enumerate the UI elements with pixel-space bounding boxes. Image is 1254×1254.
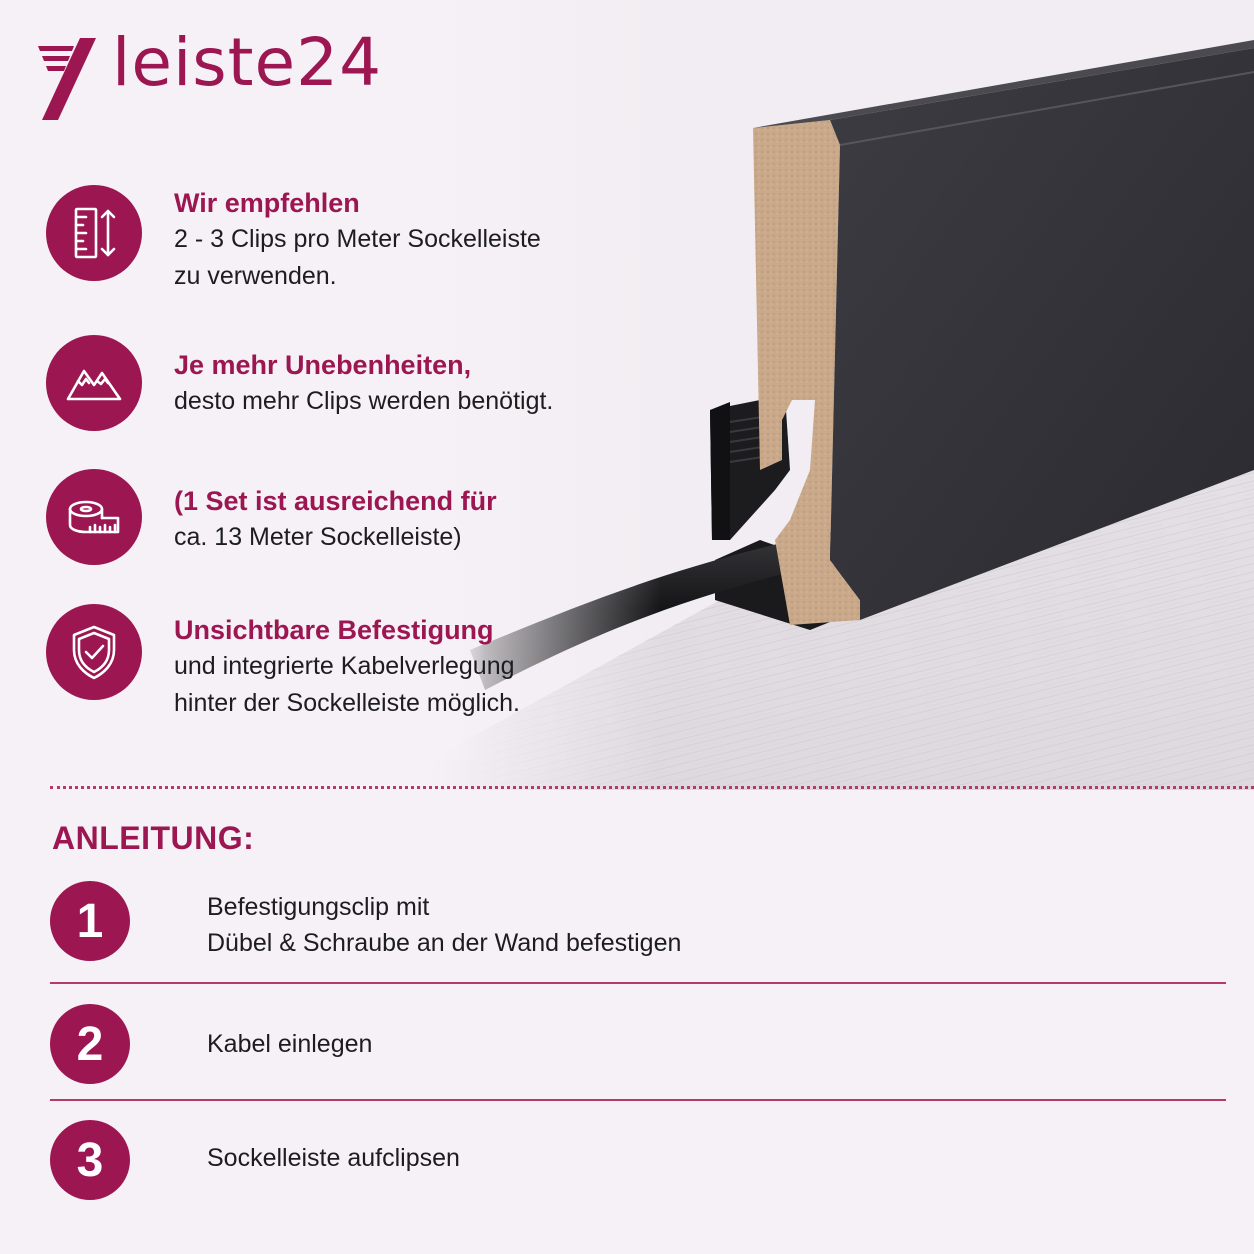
step-text: Kabel einlegen <box>207 1030 373 1058</box>
step-number-badge: 1 <box>50 881 130 961</box>
shield-check-icon <box>46 604 142 700</box>
feature-line: 2 - 3 Clips pro Meter Sockelleiste <box>174 225 541 253</box>
step-separator <box>50 1099 1226 1101</box>
step-text: Sockelleiste aufclipsen <box>207 1144 460 1172</box>
leiste24-slash-logo-icon <box>36 38 102 120</box>
instructions-heading: ANLEITUNG: <box>52 820 255 856</box>
step-text: Befestigungsclip mit <box>207 893 430 921</box>
mountains-icon <box>46 335 142 431</box>
feature-line: hinter der Sockelleiste möglich. <box>174 689 520 717</box>
section-divider <box>50 786 1254 789</box>
brand-name: leiste24 <box>112 24 383 101</box>
step-separator <box>50 982 1226 984</box>
step-number-badge: 2 <box>50 1004 130 1084</box>
step-number-badge: 3 <box>50 1120 130 1200</box>
feature-line: zu verwenden. <box>174 262 337 290</box>
step-text: Dübel & Schraube an der Wand befestigen <box>207 929 682 957</box>
feature-line: desto mehr Clips werden benötigt. <box>174 387 554 415</box>
ruler-height-icon <box>46 185 142 281</box>
feature-title: Je mehr Unebenheiten, <box>174 350 472 380</box>
feature-line: ca. 13 Meter Sockelleiste) <box>174 523 462 551</box>
feature-title: Unsichtbare Befestigung <box>174 615 494 645</box>
feature-line: und integrierte Kabelverlegung <box>174 652 515 680</box>
measuring-tape-icon <box>46 469 142 565</box>
feature-title: (1 Set ist ausreichend für <box>174 486 497 516</box>
feature-title: Wir empfehlen <box>174 188 360 218</box>
